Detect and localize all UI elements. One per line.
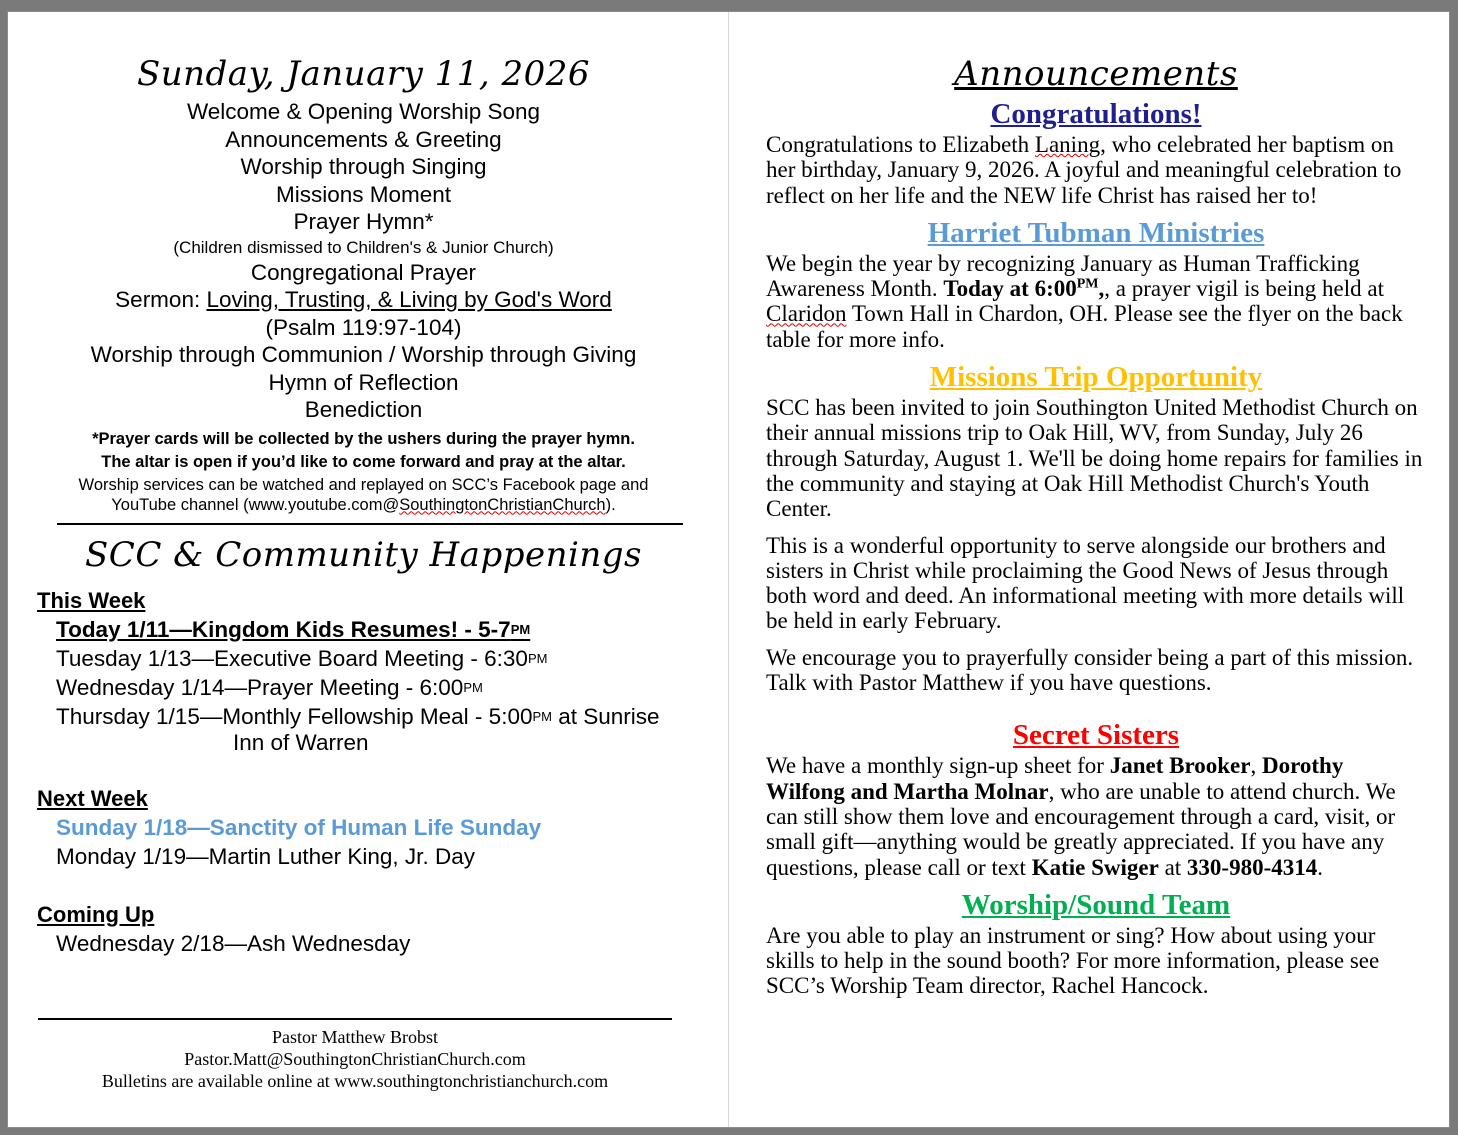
harriet-tubman-text: We begin the year by recognizing January as Human Trafficking Awareness Month. Today at $6:00^{PM}$,, a prayer vigil is being held at Claridon Town Hall in Chardon, OH. Please see the flyer on the back table for more info. [766,250,1403,352]
pastor-name: Pastor Matthew Brobst [272,1027,438,1047]
watch-line-2a: YouTube channel (www.youtube.com@ [111,495,400,514]
coming-up-section [37,901,697,958]
text-part: Town Hall in Chardon, OH. Please see the flyer on the back table for more info. [766,301,1403,352]
order-item: Benediction [304,397,423,422]
event-monday: Monday 1/19—Martin Luther King, Jr. Day [56,843,475,869]
text-part: Congratulations to Elizabeth [766,132,1035,157]
order-item: Congregational Prayer [250,259,477,285]
sermon-scripture: (Psalm 119:97-104) [265,314,462,340]
event-text-after: at Sunrise [551,703,660,729]
text-part: , who are unable to attend church. We can still show them love and encouragement through a card, visit, or small gift—anything would be greatly appreciated. If you have any questions, please call or text [766,778,1396,880]
text-part: at [1158,854,1187,880]
event-ash-wednesday: Wednesday 2/18—Ash Wednesday [56,930,411,956]
sister-name: Janet Brooker [1109,753,1251,779]
watch-online-note [30,475,697,515]
event-thursday [56,702,697,755]
text-part: , a prayer vigil is being held at [1104,276,1385,302]
text-part: , who celebrated her baptism on her birthday, January 9, 2026. A joyful and meaningful celebration to reflect on her life and the NEW life Christ has raised her to! [766,132,1402,208]
order-item: Hymn of Reflection [268,369,459,395]
altar-note: The altar is open if you’d like to come forward and pray at the altar. [101,452,626,471]
this-week-heading: This Week [37,587,146,613]
service-notes [30,428,697,515]
secret-sisters-text [766,753,1426,879]
event-text: Wednesday 1/14—Prayer Meeting - 6:00 [56,674,464,700]
text-part: , [1250,753,1262,779]
event-time-suffix: PM [532,708,552,724]
event-today [56,615,697,644]
text-part: . [1317,854,1323,880]
watch-line-2c: ). [605,495,616,514]
order-item: Welcome & Opening Worship Song [186,99,541,124]
left-page [30,52,697,958]
missions-trip-text-2: This is a wonderful opportunity to serve alongside our brothers and sisters in Christ while proclaiming the Good News of Jesus through both word and deed. An informational meeting with more details will be held in early February. [766,532,1405,634]
text-part: We begin the year by recognizing January as Human Trafficking Awareness Month. [766,250,1360,302]
youtube-channel-name: SouthingtonChristianChurch [399,495,606,514]
missions-trip-heading: Missions Trip Opportunity [929,361,1263,394]
announcements-title: Announcements [954,54,1238,94]
sister-names: Dorothy Wilfong and Martha Molnar [766,753,1344,804]
vigil-time: Today at 6:00 [943,276,1077,302]
order-of-worship [30,98,697,424]
order-item: Announcements & Greeting [225,126,502,152]
service-date-title: Sunday, January 11, 2026 [136,54,591,94]
event-text: Thursday 1/15—Monthly Fellowship Meal - 5:00 [56,703,533,729]
prayer-cards-note: *Prayer cards will be collected by the ushers during the prayer hymn. [92,429,635,448]
sermon-prefix: Sermon: [115,287,207,312]
vigil-time-suffix: PM [1076,276,1099,292]
event-tuesday [56,644,697,673]
happenings-title: SCC & Community Happenings [85,534,642,575]
missions-trip-text-1: SCC has been invited to join Southington United Methodist Church on their annual missions trip to Oak Hill, WV, from Sunday, July 26 through Saturday, August 1. We'll be doing home repairs for families in the community and staying at Oak Hill Methodist Church's Youth Center. [766,395,1423,522]
page-divider [728,12,729,1127]
worship-team-text: Are you able to play an instrument or sing? How about using your skills to help in the sound booth? For more information, please see SCC’s Worship Team director, Rachel Hancock. [766,922,1380,999]
event-time-suffix: PM [463,679,483,695]
honoree-name: Laning [1034,132,1101,157]
event-text: Tuesday 1/13—Executive Board Meeting - 6:30 [56,645,528,671]
next-week-heading: Next Week [37,785,148,811]
vigil-place: Claridon [766,301,847,327]
bulletin-sheet [7,11,1450,1128]
order-item: Missions Moment [275,181,452,207]
event-time-suffix: PM [527,650,548,666]
event-sunday: Sunday 1/18—Sanctity of Human Life Sunday [56,814,542,840]
right-page [766,52,1426,999]
order-item: Worship through Singing [240,154,487,179]
missions-trip-text-3: We encourage you to prayerfully consider being a part of this mission. Talk with Pastor Matthew if you have questions. [766,644,1414,696]
bulletin-footer [38,1018,672,1092]
watch-line-1: Worship services can be watched and replayed on SCC’s Facebook page and [78,475,649,494]
worship-team-heading: Worship/Sound Team [961,888,1231,921]
event-text-continued: Inn of Warren [233,729,369,755]
next-week-section [37,785,697,871]
pastor-email: Pastor.Matt@SouthingtonChristianChurch.com [184,1049,526,1069]
contact-name: Katie Swiger [1031,854,1159,880]
harriet-tubman-heading: Harriet Tubman Ministries [927,216,1265,249]
event-text: Today 1/11—Kingdom Kids Resumes! - 5-7 [56,616,511,642]
sermon-line [30,286,697,314]
this-week-section [37,587,697,755]
text-part: We have a monthly sign-up sheet for [766,753,1110,779]
bulletins-online: Bulletins are available online at www.southingtonchristianchurch.com [101,1071,609,1091]
sermon-title: Loving, Trusting, & Living by God's Word [206,287,612,312]
order-item: Worship through Communion / Worship through Giving [90,342,637,367]
order-item: Prayer Hymn* [293,209,434,234]
event-wednesday [56,673,697,702]
congratulations-text [766,132,1426,208]
footer-rule [38,1018,672,1020]
coming-up-heading: Coming Up [37,901,155,927]
event-time-suffix: PM [510,621,531,637]
contact-phone: 330-980-4314 [1186,854,1318,880]
children-dismissed-note: (Children dismissed to Children's & Junior Church) [173,237,554,257]
section-rule [57,523,683,525]
congratulations-heading: Congratulations! [990,98,1202,130]
secret-sisters-heading: Secret Sisters [1012,719,1180,752]
